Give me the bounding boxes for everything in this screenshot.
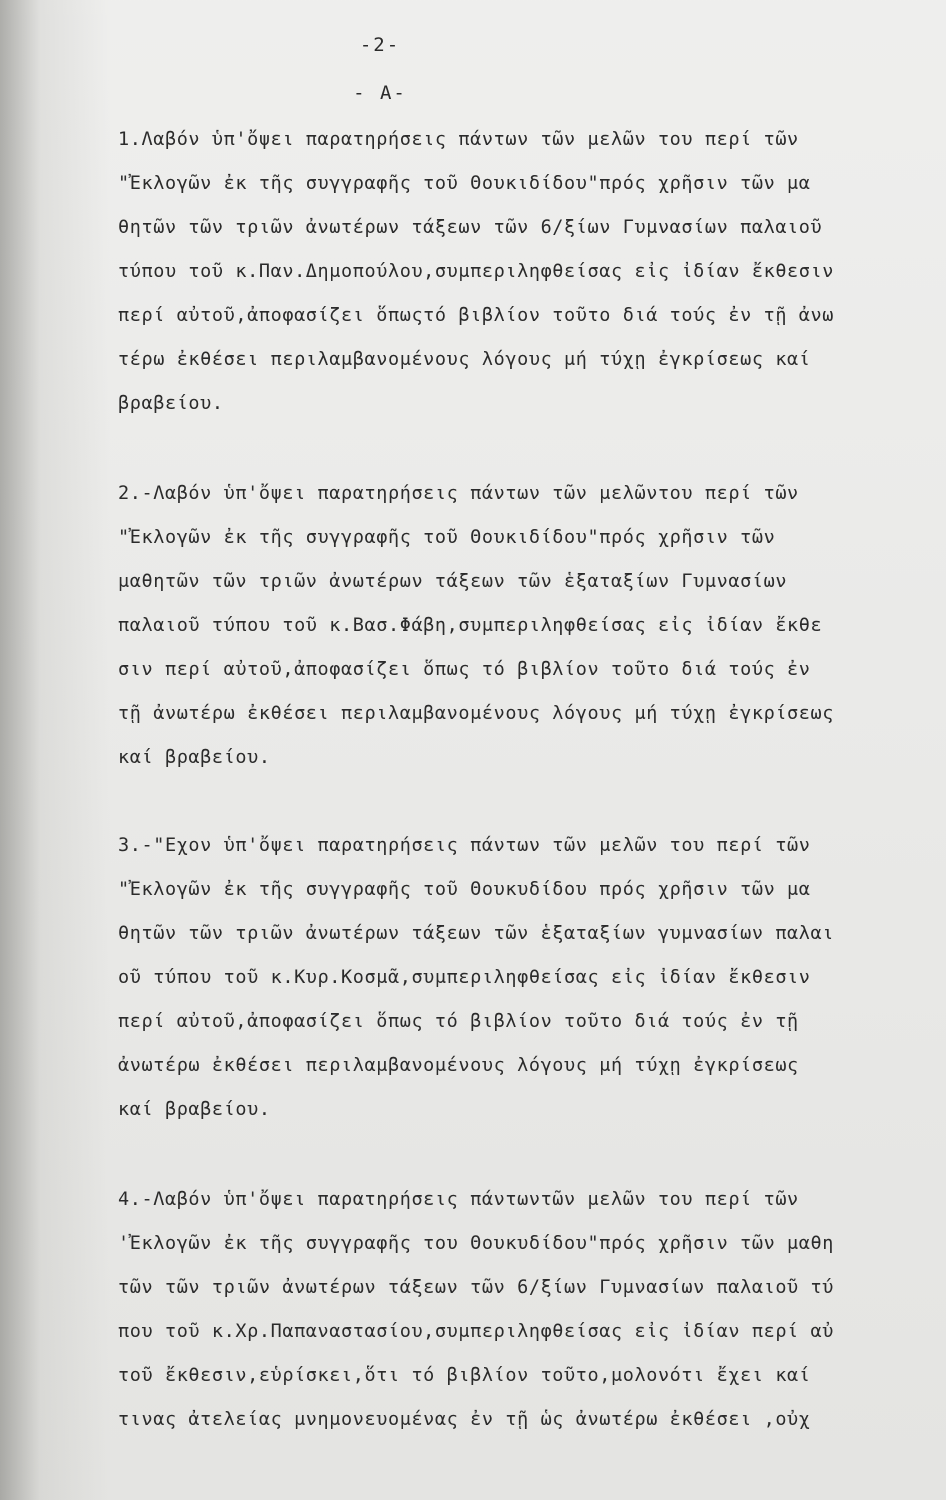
text-line: καί βραβείου. — [118, 1099, 271, 1120]
text-line: τῶν τῶν τριῶν ἀνωτέρων τάξεων τῶν 6/ξίων Γυμνασίων παλαιοῦ τύ — [118, 1277, 835, 1298]
text-line: καί βραβείου. — [118, 747, 271, 768]
text-line: 'Ἐκλογῶν ἐκ τῆς συγγραφῆς του Θουκυδίδου"πρός χρῆσιν τῶν μαθη — [118, 1233, 835, 1254]
paragraph-4 — [118, 1178, 918, 1442]
text-line: περί αὐτοῦ,ἀποφασίζει ὅπωςτό βιβλίον τοῦτο διά τούς ἐν τῇ ἀνω — [118, 305, 835, 326]
text-line: "Ἐκλογῶν ἐκ τῆς συγγραφῆς τοῦ Θουκυδίδου πρός χρῆσιν τῶν μα — [118, 879, 811, 900]
text-line: οῦ τύπου τοῦ κ.Κυρ.Κοσμᾶ,συμπεριληφθείσας εἰς ἰδίαν ἔκθεσιν — [118, 967, 811, 988]
paragraph-2 — [118, 472, 918, 780]
text-line: περί αὐτοῦ,ἀποφασίζει ὅπως τό βιβλίον τοῦτο διά τούς ἐν τῇ — [118, 1011, 799, 1032]
text-line: τύπου τοῦ κ.Παν.Δημοπούλου,συμπεριληφθείσας εἰς ἰδίαν ἔκθεσιν — [118, 261, 835, 282]
text-line: που τοῦ κ.Χρ.Παπαναστασίου,συμπεριληφθείσας εἰς ἰδίαν περί αὐ — [118, 1321, 835, 1342]
text-line: θητῶν τῶν τριῶν ἀνωτέρων τάξεων τῶν ἑξαταξίων γυμνασίων παλαι — [118, 923, 835, 944]
text-line: "Ἐκλογῶν ἐκ τῆς συγγραφῆς τοῦ Θουκιδίδου"πρός χρῆσιν τῶν — [118, 527, 776, 548]
text-line: 3.-"Εχον ὑπ'ὄψει παρατηρήσεις πάντων τῶν μελῶν του περί τῶν — [118, 835, 811, 856]
text-line: παλαιοῦ τύπου τοῦ κ.Βασ.Φάβη,συμπεριληφθείσας εἰς ἰδίαν ἔκθε — [118, 615, 823, 636]
text-line: τέρω ἐκθέσει περιλαμβανομένους λόγους μή τύχῃ ἐγκρίσεως καί — [118, 349, 811, 370]
text-line: 1.Λαβόν ὑπ'ὄψει παρατηρήσεις πάντων τῶν μελῶν του περί τῶν — [118, 129, 799, 150]
section-heading: - A- — [353, 82, 407, 104]
text-line: μαθητῶν τῶν τριῶν ἀνωτέρων τάξεων τῶν ἑξαταξίων Γυμνασίων — [118, 571, 788, 592]
text-line: "Ἐκλογῶν ἐκ τῆς συγγραφῆς τοῦ Θουκιδίδου"πρός χρῆσιν τῶν μα — [118, 173, 811, 194]
text-line: θητῶν τῶν τριῶν ἀνωτέρων τάξεων τῶν 6/ξίων Γυμνασίων παλαιοῦ — [118, 217, 823, 238]
text-line: 4.-Λαβόν ὑπ'ὄψει παρατηρήσεις πάντωντῶν μελῶν του περί τῶν — [118, 1189, 799, 1210]
text-line: τοῦ ἔκθεσιν,εὑρίσκει,ὅτι τό βιβλίον τοῦτο,μολονότι ἔχει καί — [118, 1365, 811, 1386]
page-number: -2- — [359, 34, 401, 56]
text-line: σιν περί αὐτοῦ,ἀποφασίζει ὅπως τό βιβλίον τοῦτο διά τούς ἐν — [118, 659, 811, 680]
text-line: τινας ἀτελείας μνημονευομένας ἐν τῇ ὡς ἀνωτέρω ἐκθέσει ,οὐχ — [118, 1409, 811, 1430]
text-line: βραβείου. — [118, 393, 224, 414]
text-line: τῇ ἀνωτέρω ἐκθέσει περιλαμβανομένους λόγους μή τύχῃ ἐγκρίσεως — [118, 703, 835, 724]
text-line: 2.-Λαβόν ὑπ'ὄψει παρατηρήσεις πάντων τῶν μελῶντου περί τῶν — [118, 483, 799, 504]
paragraph-1 — [118, 118, 918, 426]
paragraph-3 — [118, 824, 918, 1132]
text-line: ἀνωτέρω ἐκθέσει περιλαμβανομένους λόγους μή τύχῃ ἐγκρίσεως — [118, 1055, 799, 1076]
